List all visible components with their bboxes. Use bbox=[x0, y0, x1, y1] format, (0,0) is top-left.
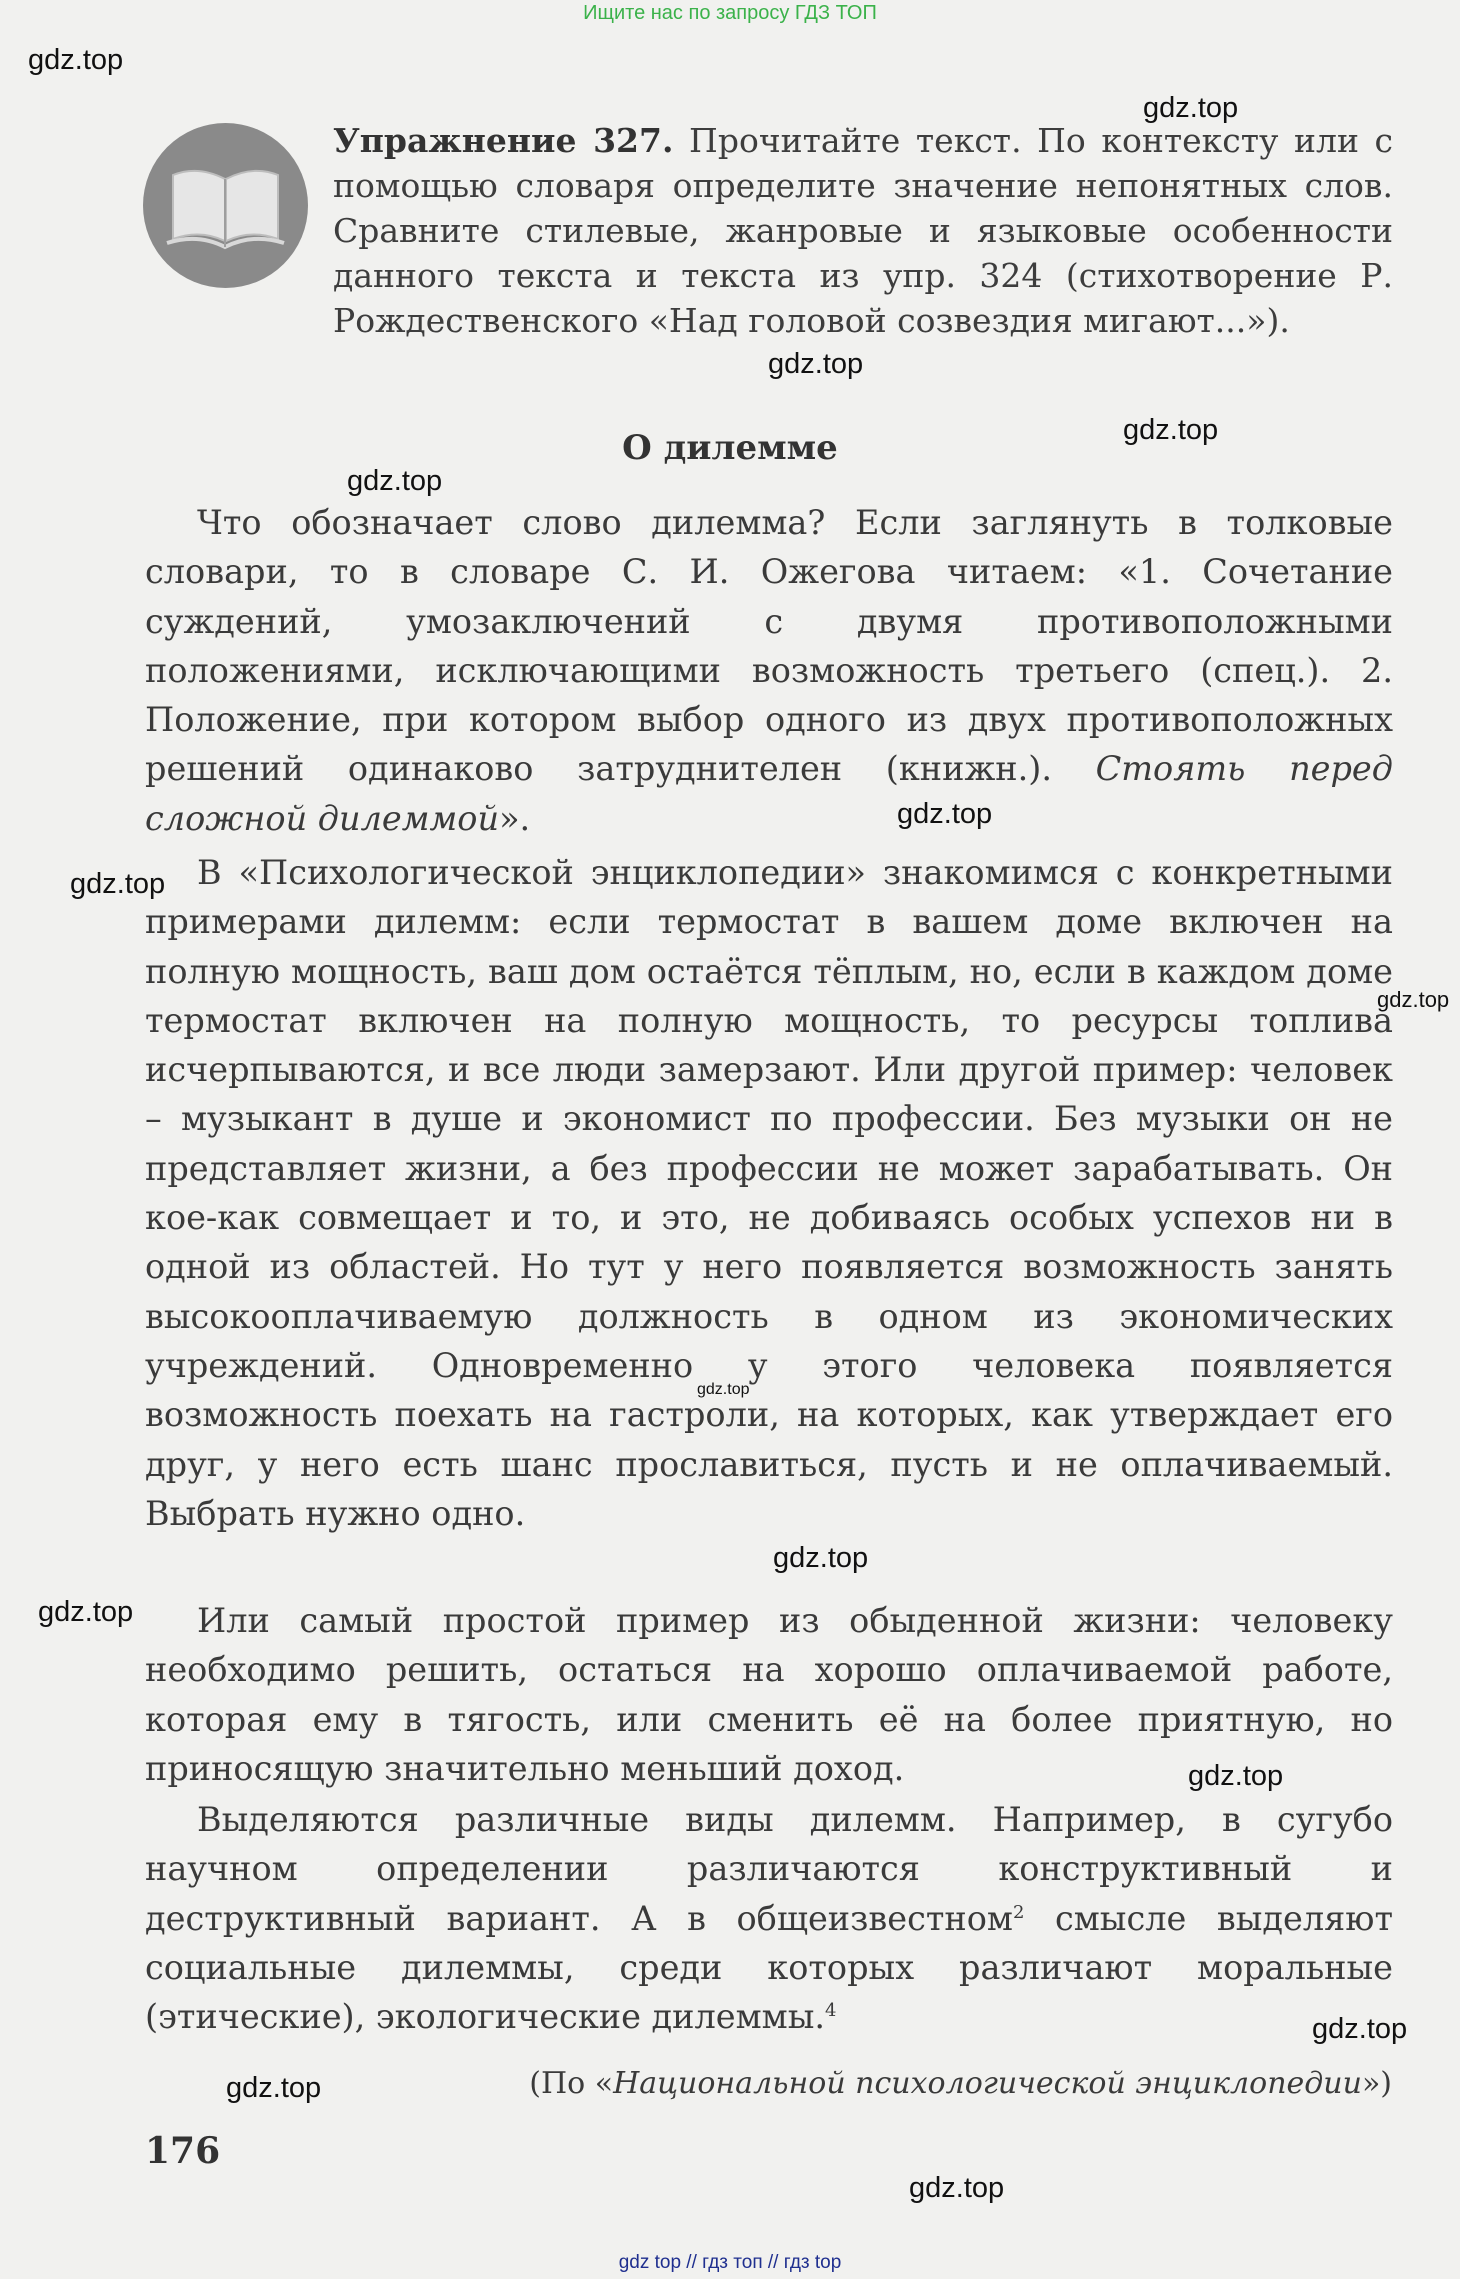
paragraph-2 bbox=[145, 848, 1393, 1538]
paragraph-2-text: В «Психологической энциклопедии» знакомимся с конкретными примерами дилемм: если термостат в вашем доме включен на полную мощность, ваш дом остаётся тёплым, но, если в каждом доме термостат включен на полную мощность, то ресурсы топлива исчерпываются, и все люди замерзают. Или другой пример: человек – музыкант в душе и экономист по профессии. Без музыки он не представляет жизни, а без профессии не может зарабатывать. Он кое-как совмещает и то, и это, не добиваясь особых успехов ни в одной из областей. Но тут у него появляется возможность занять высокооплачиваемую должность в одном из экономических учреждений. Одновременно у этого человека появляется возможность поехать на гастроли, на которых, как утверждает его друг, у него есть шанс прославиться, пусть и не оплачиваемый. Выбрать нужно одно. bbox=[145, 853, 1393, 1533]
footnote-mark-2: 2 bbox=[1012, 1901, 1025, 1923]
watermark: gdz.top bbox=[1188, 1760, 1284, 1792]
page-number: 176 bbox=[145, 2130, 221, 2172]
watermark: gdz.top bbox=[909, 2172, 1005, 2204]
exercise-text: Прочитайте текст. По контексту или с помощью словаря определите значение непонятных слов. Сравните стилевые, жанровые и языковые особенности данного текста и текста из упр. 324 (стихотворение Р. Рождественского «Над головой созвездия мигают...»). bbox=[333, 121, 1394, 340]
exercise-task bbox=[333, 118, 1393, 343]
exercise-label: Упражнение 327. bbox=[333, 121, 674, 160]
watermark: gdz.top bbox=[768, 348, 864, 380]
book-icon bbox=[143, 123, 308, 288]
watermark: gdz.top bbox=[38, 1596, 134, 1628]
dictionary-example: Стоять перед сложной дилеммой bbox=[145, 749, 1393, 838]
footnote-mark-4: 4 bbox=[825, 2000, 837, 2022]
top-banner[interactable]: Ищите нас по запросу ГДЗ ТОП bbox=[583, 2, 877, 24]
watermark: gdz.top bbox=[226, 2072, 322, 2104]
paragraph-1-text: Что обозначает слово дилемма? Если заглянуть в толковые словари, то в словаре С. И. Ожегова читаем: «1. Сочетание суждений, умозаключений с двумя противоположными положениями, исключающими возможность третьего (спец.). 2. Положение, при котором выбор одного из двух противоположных решений одинаково затруднителен (книжн.). bbox=[145, 503, 1393, 789]
watermark: gdz.top bbox=[347, 465, 443, 497]
paragraph-4 bbox=[145, 1795, 1393, 2041]
open-book-icon bbox=[143, 123, 308, 288]
paragraph-3-text: Или самый простой пример из обыденной жизни: человеку необходимо решить, остаться на хорошо оплачиваемой работе, которая ему в тягость, или сменить её на более приятную, но приносящую значительно меньший доход. bbox=[145, 1601, 1393, 1788]
paragraph-4-text-a: Выделяются различные виды дилемм. Например, в сугубо научном определении различаются конструктивный и деструктивный вариант. А в общеизвестном bbox=[145, 1800, 1393, 1938]
watermark: gdz.top bbox=[773, 1542, 869, 1574]
source-citation bbox=[529, 2066, 1392, 2101]
source-open: (По « bbox=[529, 2066, 614, 2101]
source-title: Национальной психологической энциклопедии bbox=[613, 2066, 1362, 2101]
source-close: ») bbox=[1361, 2066, 1392, 2101]
watermark: gdz.top bbox=[697, 1381, 750, 1398]
watermark: gdz.top bbox=[1123, 414, 1219, 446]
watermark: gdz.top bbox=[1377, 987, 1450, 1012]
watermark: gdz.top bbox=[897, 798, 993, 830]
paragraph-1 bbox=[145, 498, 1393, 843]
paragraph-1-end: ». bbox=[499, 798, 531, 838]
paragraph-4-text-b: смысле выделяют социальные дилеммы, среди которых различают моральные (этические), экологические дилеммы. bbox=[145, 1898, 1393, 2037]
watermark: gdz.top bbox=[1143, 92, 1239, 124]
footer-links[interactable]: gdz top // гдз топ // гдз top bbox=[618, 2252, 842, 2273]
watermark: gdz.top bbox=[70, 868, 166, 900]
watermark: gdz.top bbox=[1312, 2013, 1408, 2045]
watermark: gdz.top bbox=[28, 44, 124, 76]
text-title: О дилемме bbox=[622, 428, 838, 468]
